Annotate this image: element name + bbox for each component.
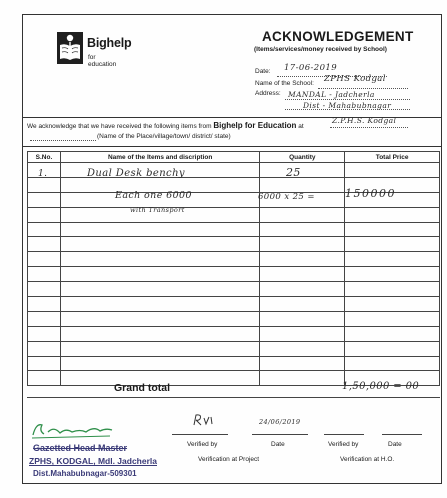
quantity-cell [260,297,345,312]
ack-place-line [330,127,408,128]
address-value-1: MANDAL - Jadcherla [288,90,375,99]
quantity-cell [260,163,345,178]
item-cell [60,267,259,282]
price-cell [345,207,440,222]
row-2-price: 150000 [345,187,396,200]
item-cell [60,297,259,312]
item-cell [60,222,259,237]
price-cell [345,356,440,371]
quantity-cell [260,341,345,356]
item-cell [60,282,259,297]
grand-total-value: 1,50,000 = 00 [342,381,420,392]
sno-cell [28,326,61,341]
stamp-line-1: Gazetted Head Master [33,443,128,453]
quantity-cell [260,267,345,282]
stamp-line-3: Dist.Mahabubnagar-509301 [33,469,137,478]
sno-cell [28,297,61,312]
verified-date: 24/06/2019 [259,418,301,426]
table-row [28,326,440,341]
quantity-cell [260,371,345,386]
price-cell [345,163,440,178]
ack-place-hint: (Name of the Place/village/town/ district/ state) [97,133,231,140]
date-label: Date: [255,68,271,75]
row-3-item: with Transport [130,206,185,214]
quantity-cell [260,177,345,192]
table-row [28,311,440,326]
sno-cell [28,177,61,192]
date-label-2: Date [388,441,402,448]
table-row [28,207,440,222]
sno-cell [28,192,61,207]
date-line-1 [252,434,308,435]
ack-prefix: We acknowledge that we have received the following items from [27,123,212,130]
date-label-1: Date [271,441,285,448]
head-master-signature [30,420,115,440]
ack-at: at [298,123,304,130]
price-cell [345,282,440,297]
table-row [28,341,440,356]
date-line-2 [382,434,422,435]
table-row [28,252,440,267]
row-1-qty: 25 [286,166,301,179]
sno-cell [28,237,61,252]
sno-cell [28,222,61,237]
col-header-total-price: Total Price [345,152,440,163]
row-2-item: Each one 6000 [115,190,192,201]
sno-cell [28,371,61,386]
item-cell [60,326,259,341]
quantity-cell [260,237,345,252]
table-header-row [28,152,440,163]
sno-cell [28,252,61,267]
verified-by-label-1: Verified by [187,441,218,448]
quantity-cell [260,207,345,222]
sno-cell [28,341,61,356]
row-1-item: Dual Desk benchy [87,168,185,179]
table-row [28,222,440,237]
quantity-cell [260,222,345,237]
stamp-line-2: ZPHS, KODGAL, Mdl. Jadcherla [29,456,157,466]
school-label: Name of the School: [255,80,314,87]
item-cell [60,341,259,356]
document-title: ACKNOWLEDGEMENT [262,29,414,44]
sno-cell [28,267,61,282]
sno-cell [28,356,61,371]
book-reader-icon [57,32,83,64]
quantity-cell [260,282,345,297]
school-line [318,88,408,89]
grand-total-label: Grand total [114,382,171,394]
price-cell [345,267,440,282]
brand-name: Bighelp [87,36,132,50]
price-cell [345,311,440,326]
verification-ho-label: Verification at H.O. [340,456,395,463]
ack-place-line-2 [30,140,96,141]
grand-total-line [27,397,440,398]
document-subtitle: (Items/services/money received by School) [254,46,387,53]
col-header-quantity: Quantity [260,152,345,163]
table-row [28,237,440,252]
verification-project-label: Verification at Project [198,456,260,463]
sno-cell [28,311,61,326]
verified-by-label-2: Verified by [328,441,359,448]
school-value: ZPHS Kodgal [324,74,386,84]
price-cell [345,237,440,252]
address-label: Address: [255,90,281,97]
address-value-2: Dist - Mahabubnagar [303,101,392,110]
price-cell [345,341,440,356]
item-cell [60,311,259,326]
col-header-sno: S.No. [28,152,61,163]
brand-tagline: for education [88,54,117,68]
item-cell [60,252,259,267]
item-cell [60,356,259,371]
row-2-qty: 6000 x 25 = [258,192,315,202]
price-cell [345,252,440,267]
divider-mid [22,146,442,147]
item-cell [60,237,259,252]
row-1-sno: 1. [38,169,48,179]
verifier-signature [192,413,214,427]
table-row [28,282,440,297]
table-row [28,267,440,282]
quantity-cell [260,356,345,371]
price-cell [345,326,440,341]
ack-place-value: Z.P.H.S. Kodgal [332,116,397,125]
sno-cell [28,282,61,297]
quantity-cell [260,252,345,267]
col-header-item: Name of the Items and discription [60,152,259,163]
table-row [28,297,440,312]
quantity-cell [260,311,345,326]
quantity-cell [260,326,345,341]
verified-by-line-1 [172,434,228,435]
verified-by-line-2 [324,434,364,435]
ack-org: Bighelp for Education [213,121,297,130]
sno-cell [28,207,61,222]
price-cell [345,297,440,312]
price-cell [345,222,440,237]
address-line-1 [285,99,410,100]
table-row [28,356,440,371]
acknowledgement-line [27,121,304,130]
date-value: 17-06-2019 [284,63,338,73]
